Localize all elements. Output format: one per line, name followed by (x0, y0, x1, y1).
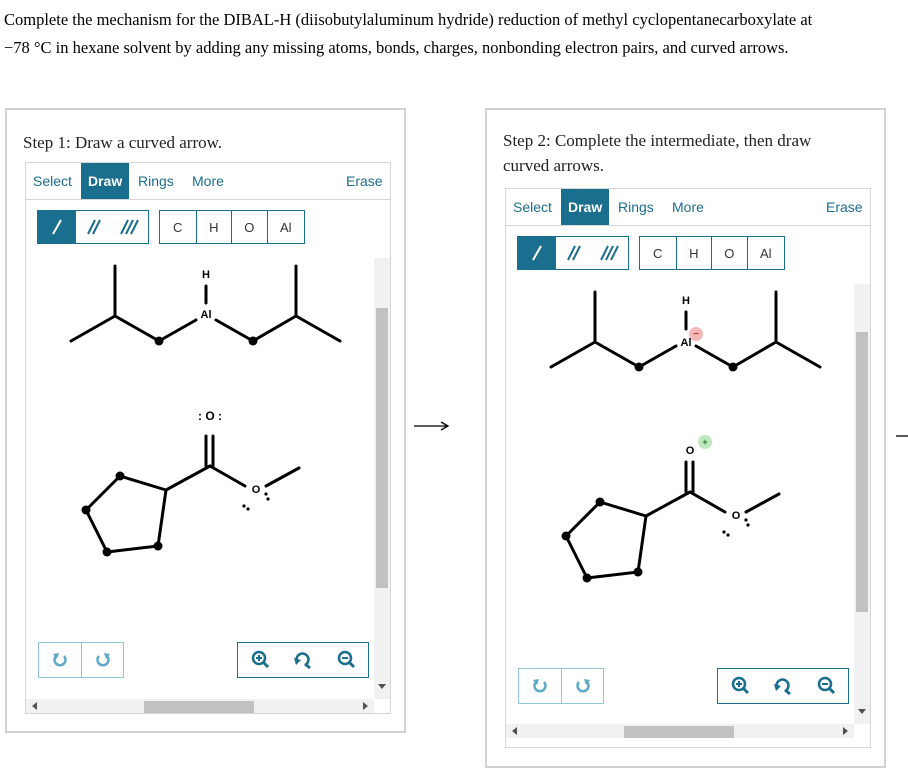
step2-vertical-scrollbar[interactable] (854, 284, 870, 724)
redo-button[interactable] (81, 643, 123, 677)
step1-bond-group (37, 210, 149, 244)
plus-charge-label: + (702, 437, 708, 447)
carbonyl-oxygen-label: : O : (198, 409, 222, 423)
carbon-dot (154, 542, 163, 551)
step2-zoom-group (717, 668, 849, 704)
step2-history-group (518, 668, 604, 704)
single-bond-button[interactable] (38, 211, 76, 243)
atom-o-button[interactable]: O (711, 237, 747, 269)
step2-hscroll-thumb[interactable] (624, 726, 734, 738)
atom-al-button[interactable]: Al (267, 211, 304, 243)
question-line-1: Complete the mechanism for the DIBAL-H (diisobutylaluminum hydride) reduction of methyl cyclopentanecarboxylate at (4, 10, 813, 29)
double-bond-icon (84, 217, 104, 237)
scroll-down-icon[interactable] (854, 706, 870, 718)
step2-canvas[interactable] (506, 284, 854, 724)
undo-icon (52, 652, 68, 668)
step1-sketcher[interactable] (25, 162, 391, 714)
atom-h-button[interactable]: H (196, 211, 232, 243)
triple-bond-icon (119, 217, 141, 237)
carbon-dot (155, 337, 164, 346)
step1-toolbar (26, 163, 390, 200)
step1-tool-row (26, 200, 390, 257)
zoom-reset-icon (293, 650, 313, 670)
step2-sketcher[interactable] (505, 188, 871, 748)
carbon-dot (583, 574, 592, 583)
next-arrow-fragment-icon (896, 434, 908, 438)
step2-select-tab[interactable]: Select (513, 199, 552, 215)
carbon-dot (562, 532, 571, 541)
atom-al-button[interactable]: Al (747, 237, 784, 269)
step1-vertical-scrollbar[interactable] (374, 258, 390, 699)
step1-vscroll-thumb[interactable] (376, 308, 388, 588)
zoom-in-icon (250, 650, 270, 670)
step1-horizontal-scrollbar[interactable] (26, 699, 374, 713)
step2-title-line-2: curved arrows. (503, 156, 605, 175)
zoom-reset-button[interactable] (761, 669, 804, 703)
scroll-left-icon[interactable] (509, 724, 521, 738)
scroll-left-icon[interactable] (29, 699, 41, 713)
redo-button[interactable] (561, 669, 603, 703)
step1-hscroll-thumb[interactable] (144, 701, 254, 713)
triple-bond-icon (599, 243, 621, 263)
step1-canvas[interactable] (26, 258, 374, 698)
zoom-reset-icon (773, 676, 793, 696)
undo-button[interactable] (39, 643, 81, 677)
aluminum-label: Al (200, 309, 212, 321)
question-line-2: −78 °C in hexane solvent by adding any missing atoms, bonds, charges, nonbonding electron pairs, and curved arrows. (4, 38, 789, 57)
undo-button[interactable] (519, 669, 561, 703)
carbon-dot (596, 498, 605, 507)
single-bond-button[interactable] (518, 237, 556, 269)
carbonyl-oxygen-label: O (685, 445, 695, 457)
step1-draw-tab[interactable]: Draw (81, 163, 129, 199)
aluminum-label: Al (680, 337, 692, 349)
question-text (4, 6, 904, 62)
carbon-dot (82, 506, 91, 515)
carbon-dot (634, 568, 643, 577)
triple-bond-button[interactable] (592, 237, 628, 269)
single-bond-icon (47, 217, 67, 237)
step1-zoom-group (237, 642, 369, 678)
carbon-dot (729, 363, 738, 372)
hydrogen-label: H (682, 295, 690, 307)
step2-title-line-1: Step 2: Complete the intermediate, then draw (503, 131, 812, 150)
step1-history-group (38, 642, 124, 678)
step1-rings-tab[interactable]: Rings (138, 173, 174, 189)
step2-erase-button[interactable]: Erase (826, 199, 863, 215)
step2-rings-tab[interactable]: Rings (618, 199, 654, 215)
redo-icon (95, 652, 111, 668)
step2-panel (485, 108, 886, 768)
step2-vscroll-thumb[interactable] (856, 332, 868, 612)
undo-icon (532, 678, 548, 694)
triple-bond-button[interactable] (112, 211, 148, 243)
zoom-out-icon (336, 650, 356, 670)
step1-erase-button[interactable]: Erase (346, 173, 383, 189)
carbon-dot (116, 472, 125, 481)
step1-select-tab[interactable]: Select (33, 173, 72, 189)
double-bond-button[interactable] (556, 237, 592, 269)
step2-draw-tab[interactable]: Draw (561, 189, 609, 225)
hydrogen-label: H (202, 269, 210, 281)
redo-icon (575, 678, 591, 694)
zoom-in-button[interactable] (238, 643, 281, 677)
carbon-dot (103, 548, 112, 557)
atom-h-button[interactable]: H (676, 237, 712, 269)
scroll-down-icon[interactable] (374, 681, 390, 693)
atom-c-button[interactable]: C (653, 245, 663, 261)
step1-atom-group (159, 210, 305, 244)
step2-horizontal-scrollbar[interactable] (506, 724, 854, 738)
scroll-right-icon[interactable] (839, 724, 851, 738)
single-bond-icon (527, 243, 547, 263)
zoom-in-button[interactable] (718, 669, 761, 703)
atom-c-button[interactable]: C (173, 219, 183, 235)
zoom-out-button[interactable] (805, 669, 848, 703)
step2-atom-group (639, 236, 785, 270)
double-bond-icon (564, 243, 584, 263)
zoom-in-icon (730, 676, 750, 696)
zoom-reset-button[interactable] (281, 643, 324, 677)
step2-bond-group (517, 236, 629, 270)
minus-charge-label: − (693, 329, 699, 340)
step1-title: Step 1: Draw a curved arrow. (23, 133, 223, 152)
step1-panel (5, 108, 406, 733)
carbon-dot (249, 337, 258, 346)
zoom-out-button[interactable] (325, 643, 368, 677)
zoom-out-icon (816, 676, 836, 696)
step2-title (503, 128, 873, 178)
double-bond-button[interactable] (76, 211, 112, 243)
step1-more-tab[interactable]: More (192, 173, 224, 189)
ester-oxygen-label: O (731, 510, 741, 522)
reaction-arrow-icon (413, 419, 453, 433)
atom-o-button[interactable]: O (231, 211, 267, 243)
step2-toolbar (506, 189, 870, 226)
ester-oxygen-label: O (251, 484, 261, 496)
step2-more-tab[interactable]: More (672, 199, 704, 215)
scroll-right-icon[interactable] (359, 699, 371, 713)
step2-tool-row (506, 226, 870, 283)
carbon-dot (635, 363, 644, 372)
